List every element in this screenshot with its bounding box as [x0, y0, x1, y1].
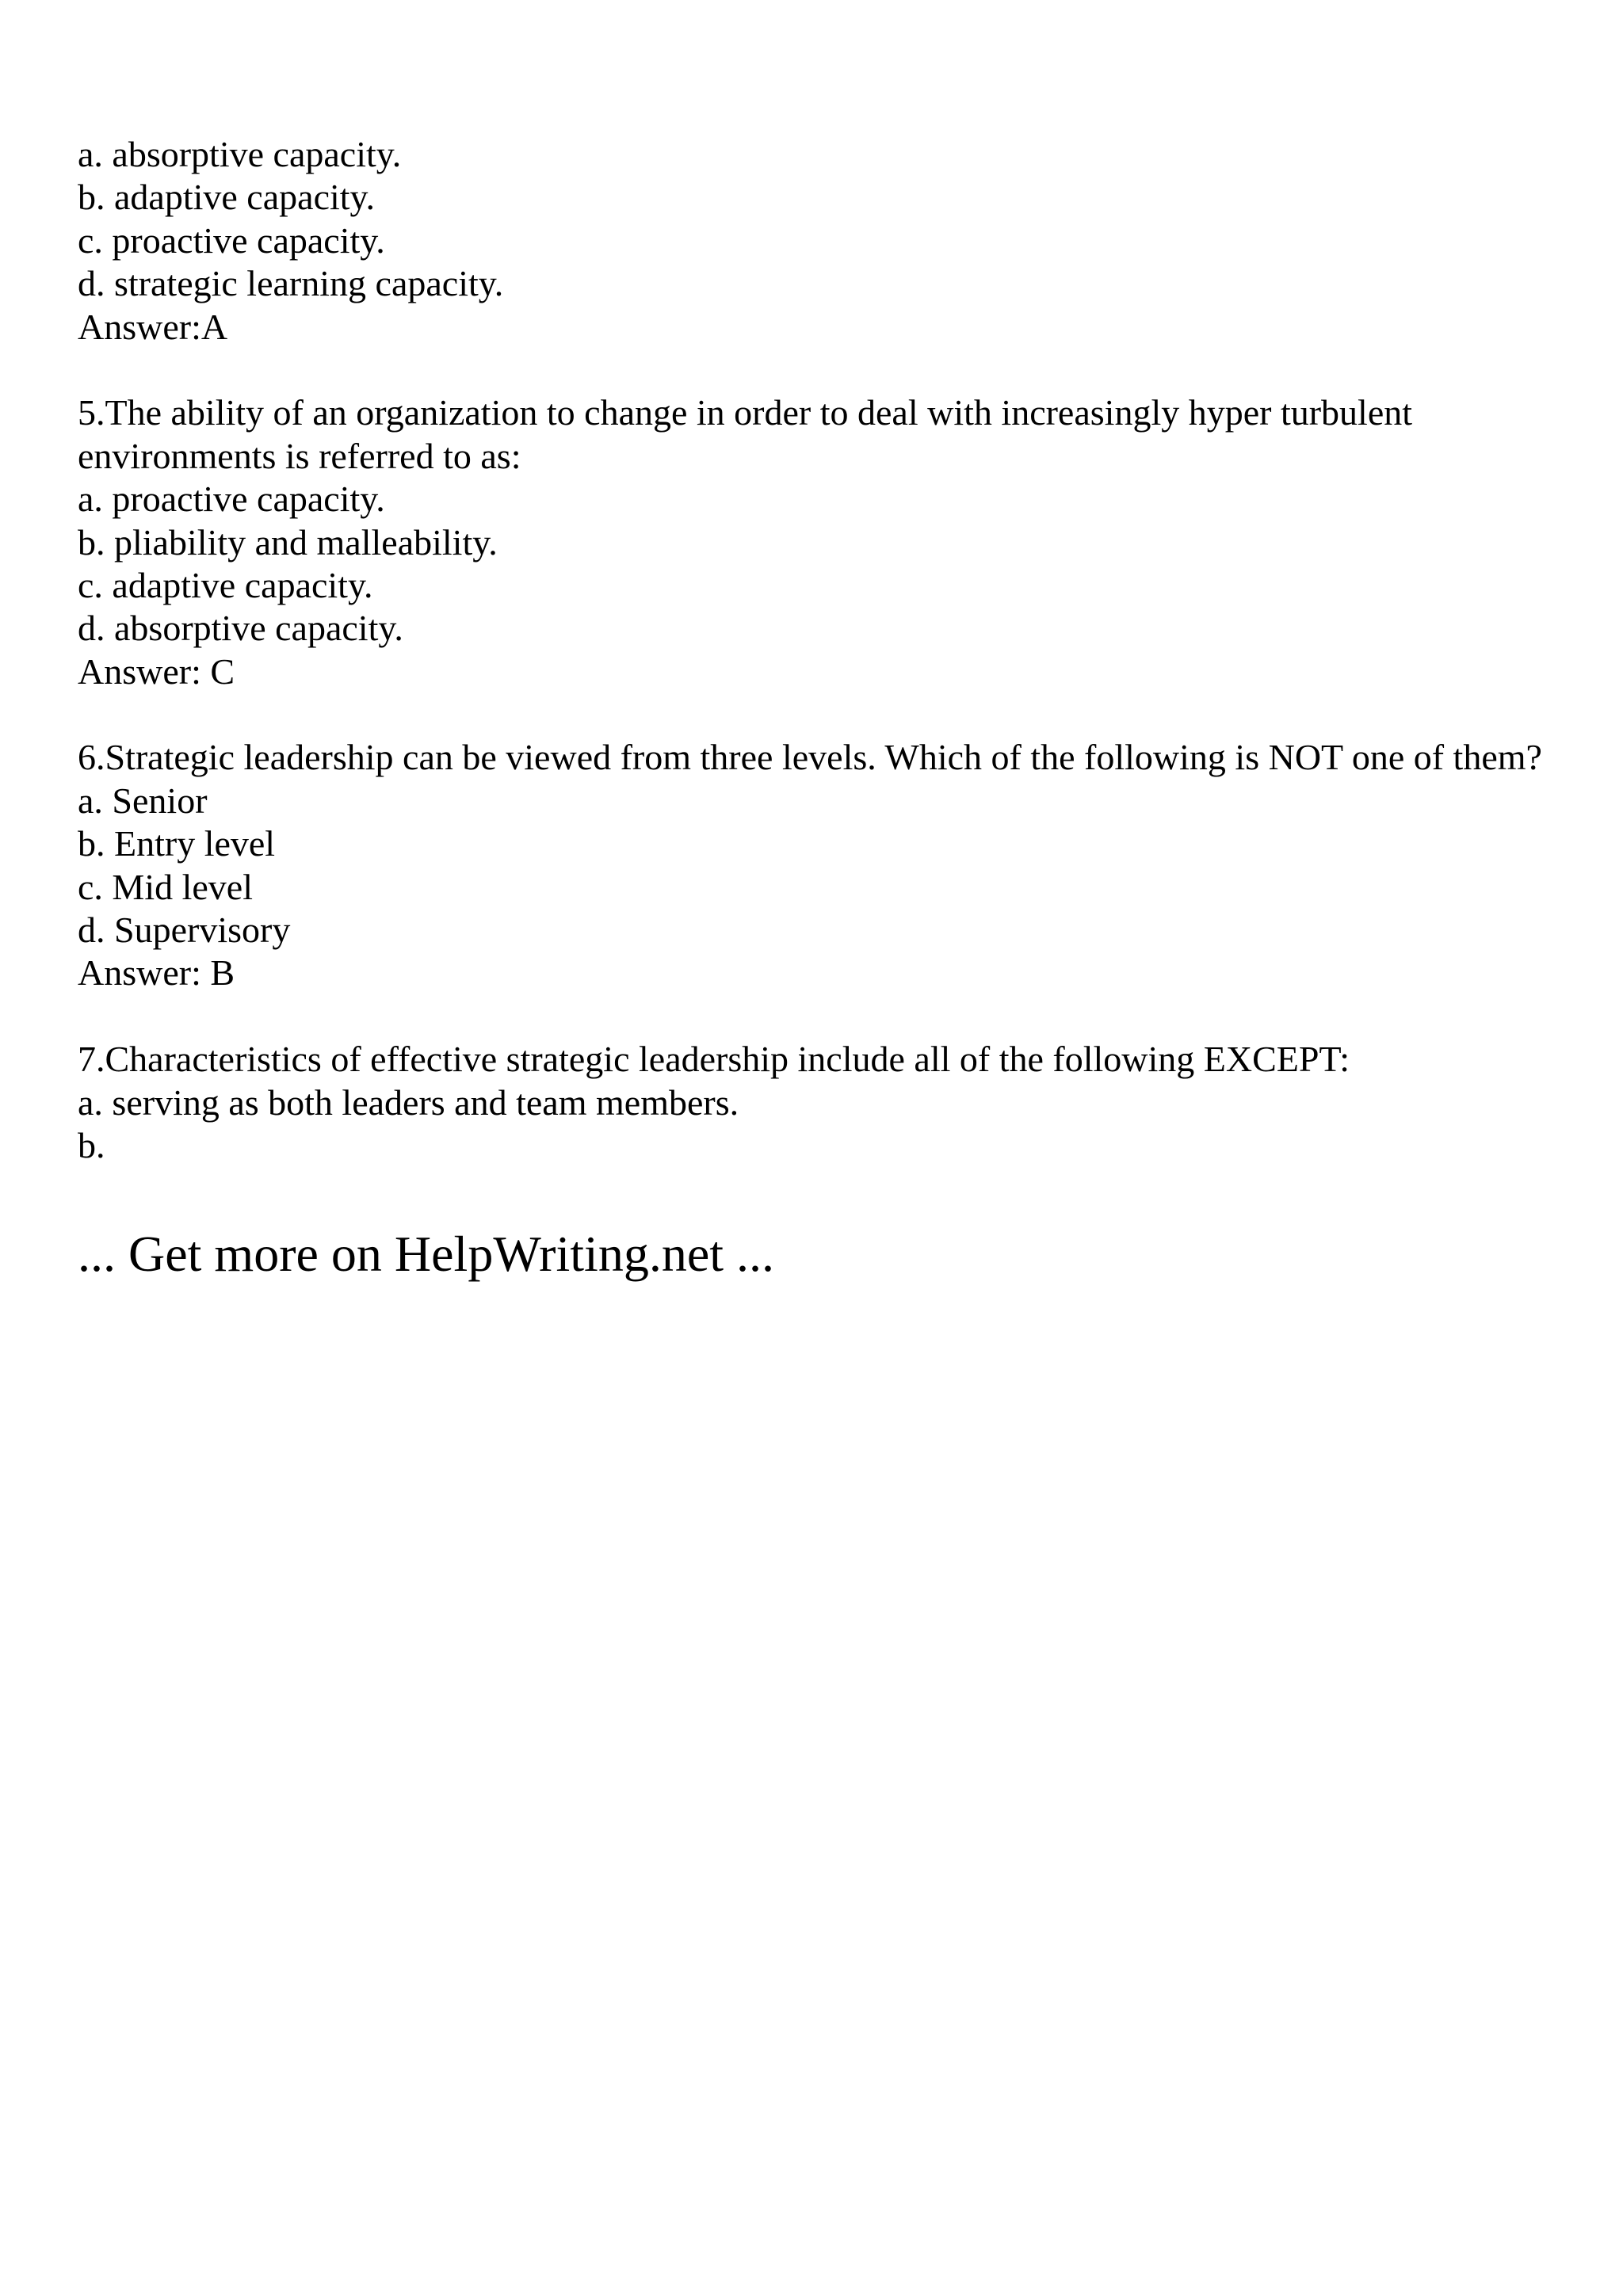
- q4-option-a: a. absorptive capacity.: [78, 134, 402, 174]
- q5-answer: Answer: C: [78, 650, 235, 692]
- spacer: [78, 995, 1599, 1038]
- q4-option-c: c. proactive capacity.: [78, 219, 385, 261]
- q6-question: 6.Strategic leadership can be viewed from three levels. Which of the following is NOT one of them?: [78, 737, 1542, 778]
- q6-option-c: c. Mid level: [78, 866, 253, 907]
- get-more-footer-text: ... Get more on HelpWriting.net ...: [78, 1226, 774, 1283]
- q6-option-a: a. Senior: [78, 780, 208, 821]
- question-6-block: [78, 736, 1599, 994]
- q4-option-d: d. strategic learning capacity.: [78, 263, 504, 304]
- q4-option-b: b. adaptive capacity.: [78, 177, 376, 218]
- spacer: [78, 1167, 1599, 1224]
- q5-option-d: d. absorptive capacity.: [78, 608, 403, 649]
- q4-answer: Answer:A: [78, 306, 228, 347]
- spacer: [78, 693, 1599, 736]
- q5-question-line-2: environments is referred to as:: [78, 435, 521, 476]
- spacer: [78, 349, 1599, 391]
- q5-question-line-1: 5.The ability of an organization to change in order to deal with increasingly hyper turbulent: [78, 392, 1413, 433]
- question-7-block: [78, 1038, 1599, 1167]
- q5-option-a: a. proactive capacity.: [78, 479, 385, 520]
- q6-option-b: b. Entry level: [78, 823, 276, 864]
- q7-option-a: a. serving as both leaders and team members.: [78, 1081, 739, 1123]
- q6-answer: Answer: B: [78, 952, 235, 994]
- question-4-block: [78, 133, 1599, 349]
- question-5-block: [78, 391, 1599, 693]
- document-content: [78, 133, 1599, 1284]
- q7-question: 7.Characteristics of effective strategic leadership include all of the following EXCEPT:: [78, 1039, 1350, 1080]
- q5-option-b: b. pliability and malleability.: [78, 521, 498, 563]
- q6-option-d: d. Supervisory: [78, 910, 291, 951]
- q7-option-b: b.: [78, 1124, 105, 1165]
- q5-option-c: c. adaptive capacity.: [78, 564, 373, 605]
